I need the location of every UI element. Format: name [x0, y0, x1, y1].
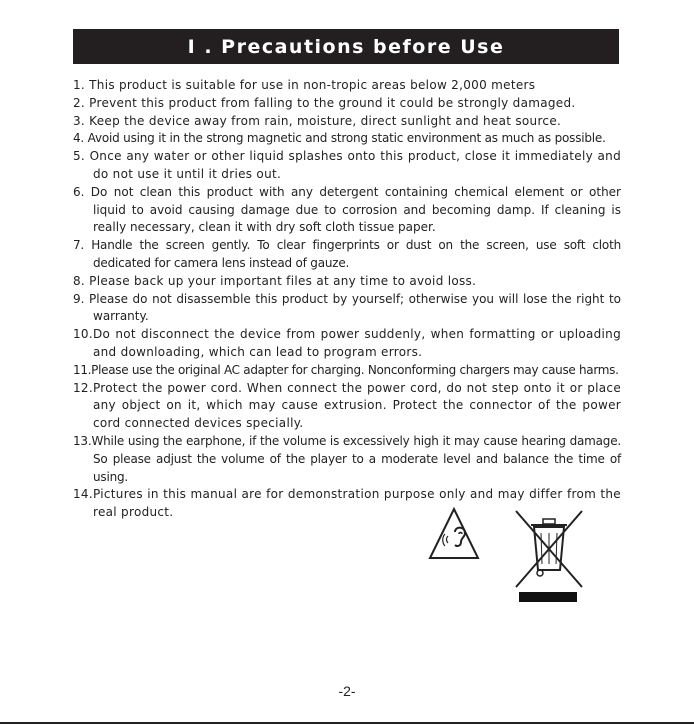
list-item: 1. This product is suitable for use in non-tropic areas below 2,000 meters: [73, 78, 536, 92]
bottom-rule: [0, 722, 694, 724]
list-item: 7. Handle the screen gently. To clear fingerprints or dust on the screen, use soft cloth dedicated for camera lens instead of gauze.: [73, 238, 621, 270]
crossed-out-wheelie-bin-icon: [516, 511, 582, 602]
list-item: 13.While using the earphone, if the volume is excessively high it may cause hearing damage. So please adjust the volume of the player to a moderate level and balance the time of using.: [73, 433, 621, 484]
list-item: 2. Prevent this product from falling to the ground it could be strongly damaged.: [73, 95, 576, 110]
section-title: I . Precautions before Use: [73, 29, 619, 64]
list-item: 9. Please do not disassemble this product by yourself; otherwise you will lose the right to warranty.: [73, 291, 621, 324]
list-item: 8. Please back up your important files at any time to avoid loss.: [73, 273, 477, 288]
list-item: 3. Keep the device away from rain, moisture, direct sunlight and heat source.: [73, 113, 562, 128]
page-number: -2-: [338, 683, 356, 699]
list-item: 10.Do not disconnect the device from power suddenly, when formatting or uploading and downloading, which can lead to program errors.: [73, 327, 621, 359]
list-item: 12.Protect the power cord. When connect the power cord, do not step onto it or place any object on it, which may cause extrusion. Protect the connector of the power cord connected devices specially.: [73, 380, 621, 431]
list-item: 6. Do not clean this product with any detergent containing chemical element or other liquid to avoid causing damage due to corrosion and becoming damp. If cleaning is really necessary, clean it with dry soft cloth tissue paper.: [73, 184, 621, 235]
list-item: 5. Once any water or other liquid splashes onto this product, close it immediately and do not use it until it dries out.: [73, 149, 621, 181]
list-item: 4. Avoid using it in the strong magnetic and strong static environment as much as possible.: [73, 131, 606, 146]
list-item: 11.Please use the original AC adapter for charging. Nonconforming chargers may cause harms.: [73, 362, 619, 377]
list-item: 14.Pictures in this manual are for demonstration purpose only and may differ from the real product.: [73, 487, 621, 520]
precautions-list: [73, 77, 621, 522]
